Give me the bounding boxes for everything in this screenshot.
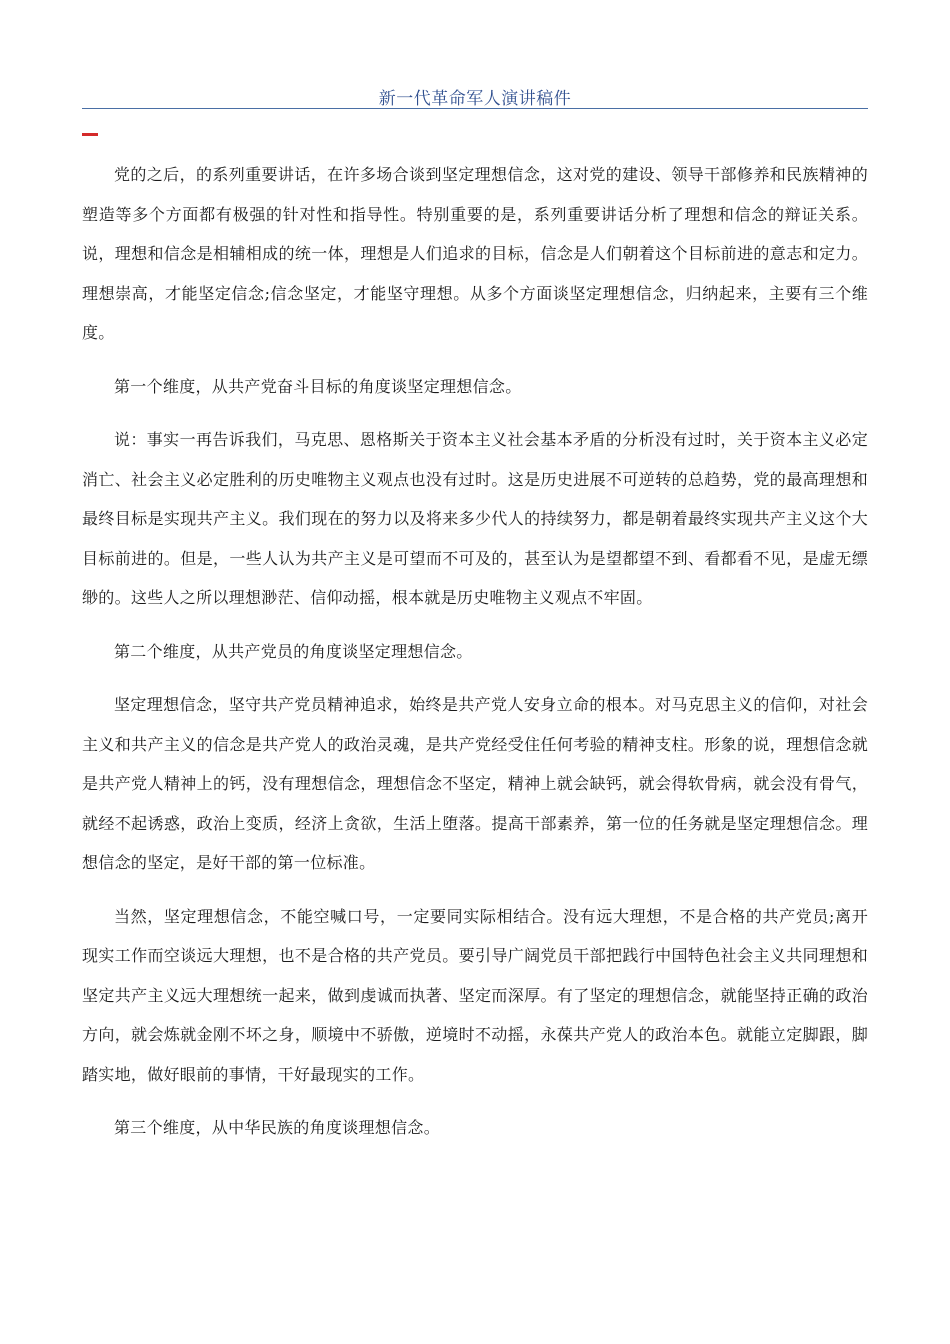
document-body xyxy=(82,155,868,1162)
paragraph: 坚定理想信念，坚守共产党员精神追求，始终是共产党人安身立命的根本。对马克思主义的信仰，对社会主义和共产主义的信念是共产党人的政治灵魂，是共产党经受住任何考验的精神支柱。形象的说，理想信念就是共产党人精神上的钙，没有理想信念，理想信念不坚定，精神上就会缺钙，就会得软骨病，就会没有骨气，就经不起诱惑，政治上变质，经济上贪欲，生活上堕落。提高干部素养，第一位的任务就是坚定理想信念。理想信念的坚定，是好干部的第一位标准。 xyxy=(82,695,868,872)
paragraph: 第一个维度，从共产党奋斗目标的角度谈坚定理想信念。 xyxy=(114,376,522,396)
paragraph: 第二个维度，从共产党员的角度谈坚定理想信念。 xyxy=(114,641,473,661)
red-accent-mark xyxy=(82,133,98,136)
paragraph: 党的之后，的系列重要讲话，在许多场合谈到坚定理想信念，这对党的建设、领导干部修养和民族精神的塑造等多个方面都有极强的针对性和指导性。特别重要的是，系列重要讲话分析了理想和信念的辩证关系。说，理想和信念是相辅相成的统一体，理想是人们追求的目标，信念是人们朝着这个目标前进的意志和定力。理想崇高，才能坚定信念;信念坚定，才能坚守理想。从多个方面谈坚定理想信念，归纳起来，主要有三个维度。 xyxy=(82,165,868,342)
paragraph: 当然，坚定理想信念，不能空喊口号，一定要同实际相结合。没有远大理想，不是合格的共产党员;离开现实工作而空谈远大理想，也不是合格的共产党员。要引导广阔党员干部把践行中国特色社会主义共同理想和坚定共产主义远大理想统一起来，做到虔诚而执著、坚定而深厚。有了坚定的理想信念，就能坚持正确的政治方向，就会炼就金刚不坏之身，顺境中不骄傲，逆境时不动摇，永葆共产党人的政治本色。就能立定脚跟，脚踏实地，做好眼前的事情，干好最现实的工作。 xyxy=(82,906,868,1084)
page-header xyxy=(82,82,868,109)
document-title: 新一代革命军人演讲稿件 xyxy=(378,89,572,109)
paragraph: 说：事实一再告诉我们，马克思、恩格斯关于资本主义社会基本矛盾的分析没有过时，关于资本主义必定消亡、社会主义必定胜利的历史唯物主义观点也没有过时。这是历史进展不可逆转的总趋势，党的最高理想和最终目标是实现共产主义。我们现在的努力以及将来多少代人的持续努力，都是朝着最终实现共产主义这个大目标前进的。但是，一些人认为共产主义是可望而不可及的，甚至认为是望都望不到、看都看不见，是虚无缥缈的。这些人之所以理想渺茫、信仰动摇，根本就是历史唯物主义观点不牢固。 xyxy=(82,430,868,607)
paragraph: 第三个维度，从中华民族的角度谈理想信念。 xyxy=(114,1118,441,1137)
